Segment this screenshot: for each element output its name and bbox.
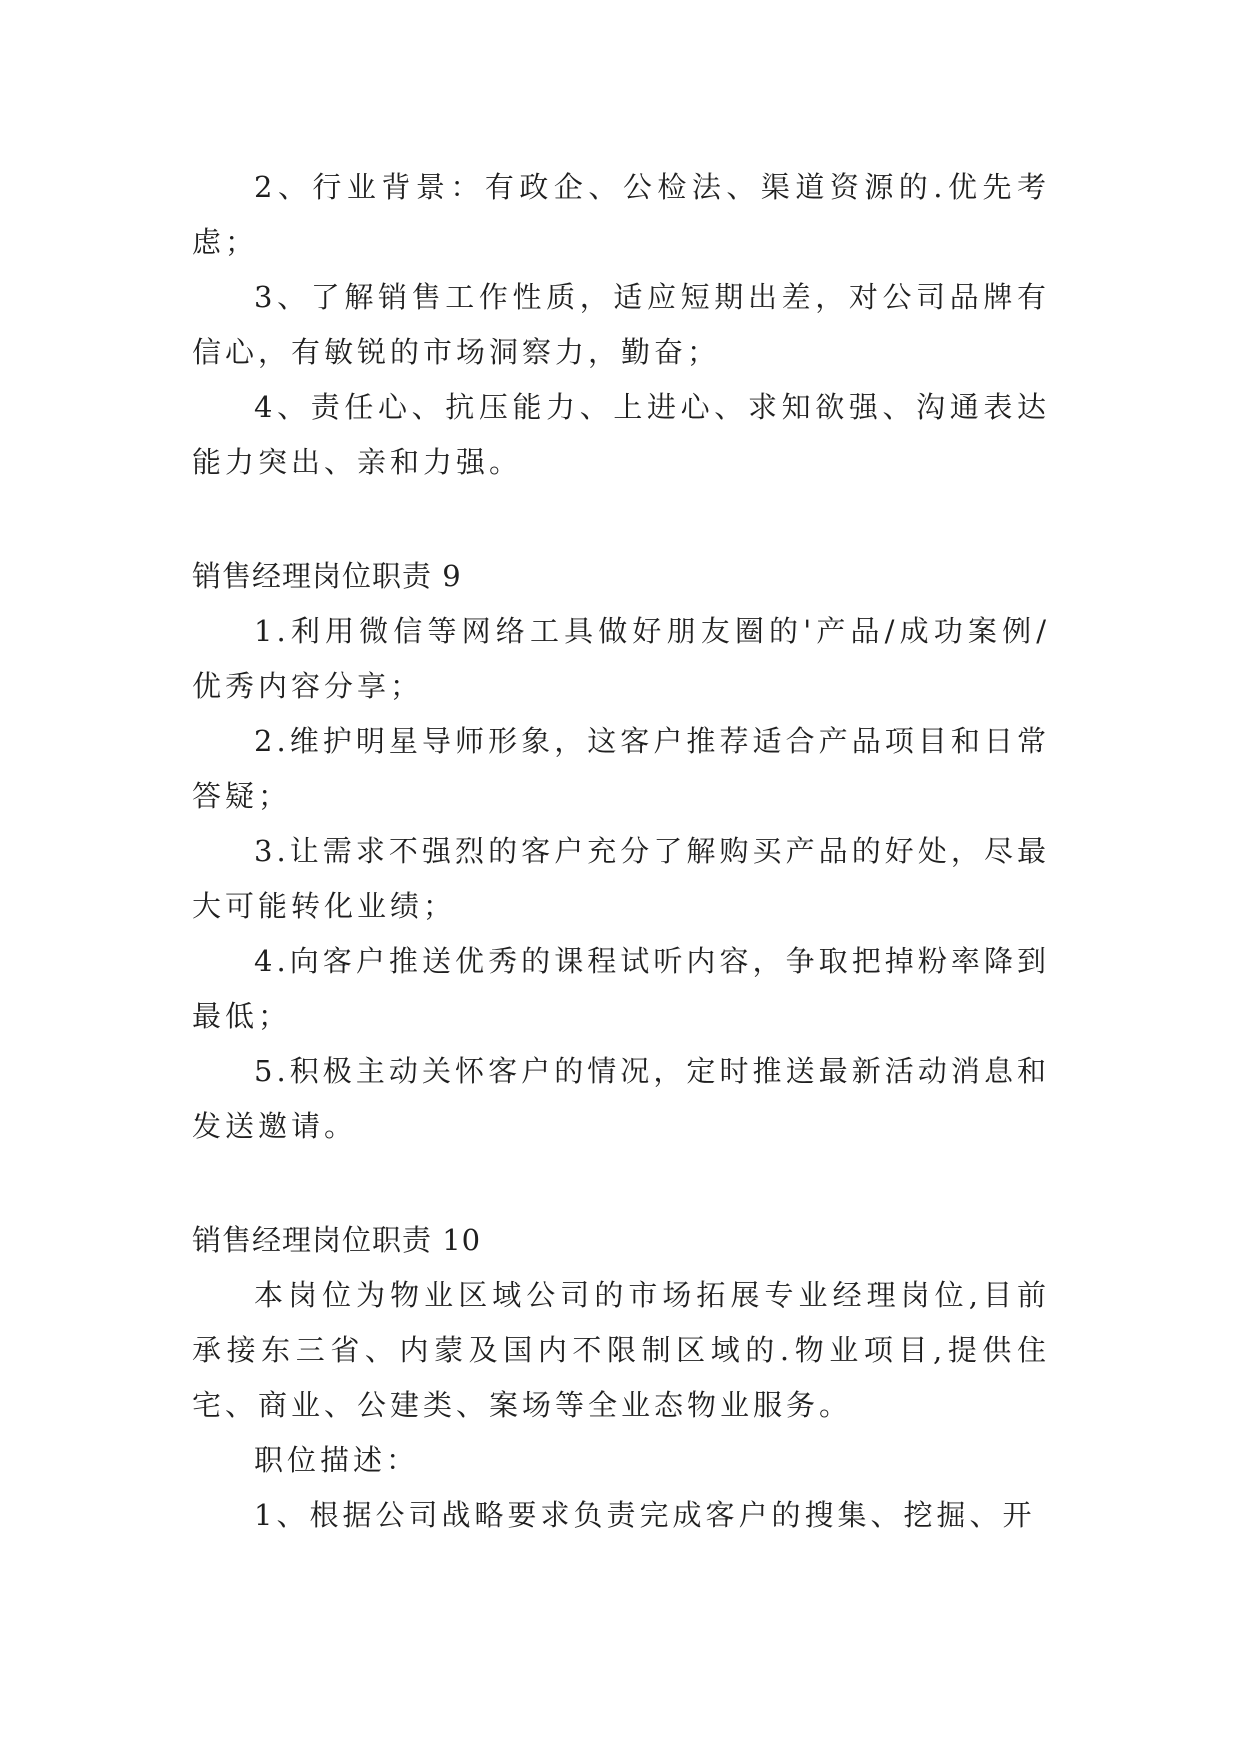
section-spacer: [192, 1154, 1050, 1213]
list-item: 4、责任心、抗压能力、上进心、求知欲强、沟通表达能力突出、亲和力强。: [192, 390, 1050, 479]
list-item: 1、根据公司战略要求负责完成客户的搜集、挖掘、开: [254, 1498, 1036, 1532]
section-heading: 销售经理岗位职责 9: [192, 559, 462, 593]
list-item: 1.利用微信等网络工具做好朋友圈的'产品/成功案例/优秀内容分享；: [192, 614, 1050, 703]
document-body: [192, 160, 1050, 1543]
list-item: 3.让需求不强烈的客户充分了解购买产品的好处，尽最大可能转化业绩；: [192, 834, 1050, 923]
list-item: 3、了解销售工作性质，适应短期出差，对公司品牌有信心，有敏锐的市场洞察力，勤奋；: [192, 280, 1050, 369]
intro-paragraph: 本岗位为物业区域公司的市场拓展专业经理岗位,目前承接东三省、内蒙及国内不限制区域的.物业项目,提供住宅、商业、公建类、案场等全业态物业服务。: [192, 1278, 1050, 1422]
section-spacer: [192, 490, 1050, 549]
list-item: 2、行业背景：有政企、公检法、渠道资源的.优先考虑；: [192, 170, 1050, 259]
sub-heading: 职位描述：: [254, 1443, 420, 1477]
list-item: 5.积极主动关怀客户的情况，定时推送最新活动消息和发送邀请。: [192, 1054, 1050, 1143]
list-item: 2.维护明星导师形象，这客户推荐适合产品项目和日常答疑；: [192, 724, 1050, 813]
section-heading: 销售经理岗位职责 10: [192, 1223, 482, 1257]
list-item: 4.向客户推送优秀的课程试听内容，争取把掉粉率降到最低；: [192, 944, 1050, 1033]
